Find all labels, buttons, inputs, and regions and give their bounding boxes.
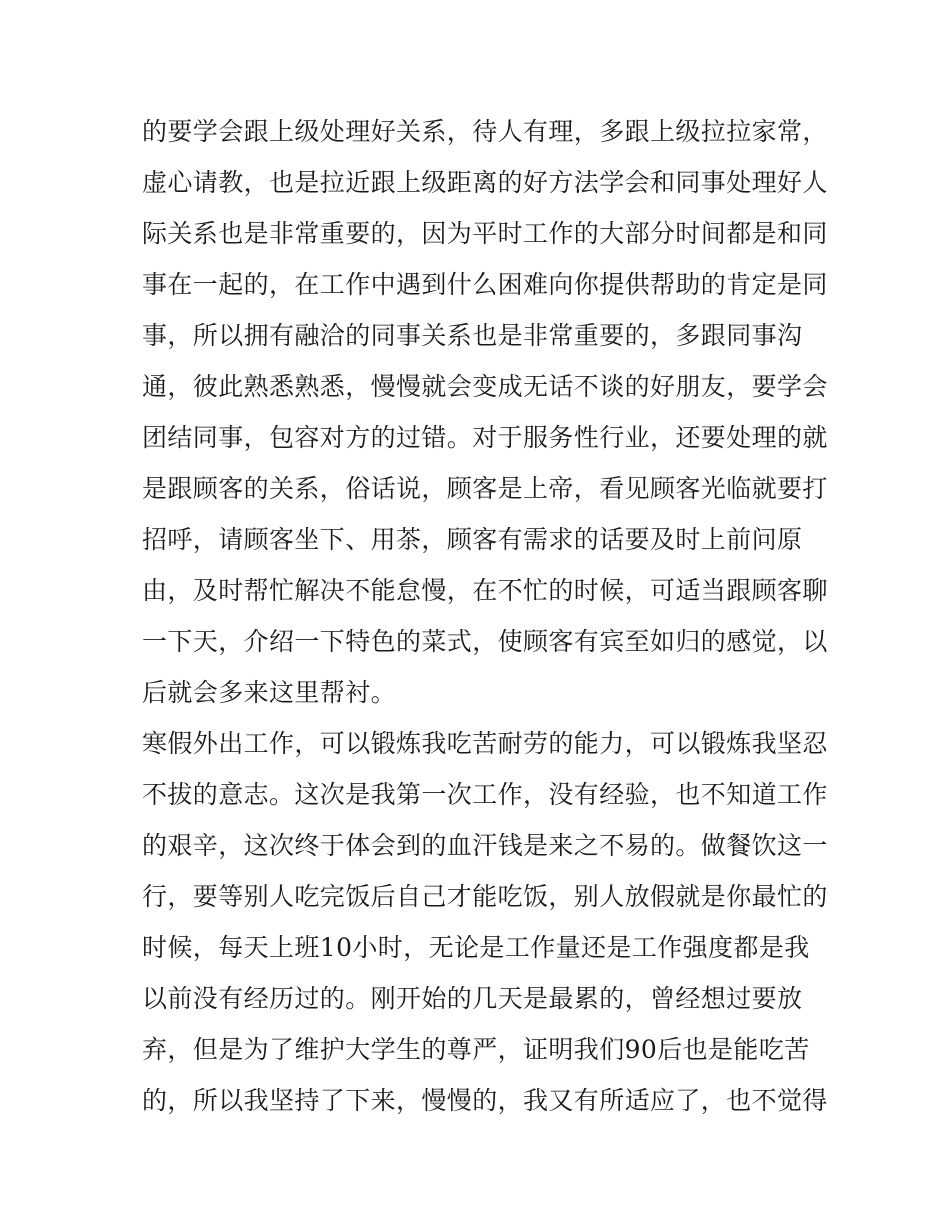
text-line: 的艰辛，这次终于体会到的血汗钱是来之不易的。做餐饮这一 — [142, 831, 828, 860]
text-line: 事在一起的，在工作中遇到什么困难向你提供帮助的肯定是同 — [142, 270, 828, 299]
text-line: 以前没有经历过的。刚开始的几天是最累的，曾经想过要放 — [142, 984, 803, 1013]
text-line: 弃，但是为了维护大学生的尊严，证明我们90后也是能吃苦 — [142, 1035, 810, 1064]
text-line: 事，所以拥有融洽的同事关系也是非常重要的，多跟同事沟 — [142, 321, 803, 350]
text-line: 的，所以我坚持了下来，慢慢的，我又有所适应了，也不觉得 — [142, 1086, 828, 1115]
text-line: 不拔的意志。这次是我第一次工作，没有经验，也不知道工作 — [142, 780, 828, 809]
text-line: 通，彼此熟悉熟悉，慢慢就会变成无话不谈的好朋友，要学会 — [142, 372, 828, 401]
text-line: 团结同事，包容对方的过错。对于服务性行业，还要处理的就 — [142, 423, 828, 452]
body-text — [142, 106, 828, 1126]
text-line: 行，要等别人吃完饭后自己才能吃饭，别人放假就是你最忙的 — [142, 882, 828, 911]
text-line: 际关系也是非常重要的，因为平时工作的大部分时间都是和同 — [142, 219, 828, 248]
text-line: 后就会多来这里帮衬。 — [142, 678, 397, 707]
text-line: 是跟顾客的关系，俗话说，顾客是上帝，看见顾客光临就要打 — [142, 474, 828, 503]
text-line: 的要学会跟上级处理好关系，待人有理，多跟上级拉拉家常， — [142, 117, 828, 146]
text-line: 时候，每天上班10小时，无论是工作量还是工作强度都是我 — [142, 933, 810, 962]
text-line: 由，及时帮忙解决不能怠慢，在不忙的时候，可适当跟顾客聊 — [142, 576, 828, 605]
text-line: 一下天，介绍一下特色的菜式，使顾客有宾至如归的感觉，以 — [142, 627, 828, 656]
text-line: 招呼，请顾客坐下、用茶，顾客有需求的话要及时上前问原 — [142, 525, 803, 554]
text-line: 寒假外出工作，可以锻炼我吃苦耐劳的能力，可以锻炼我坚忍 — [142, 729, 828, 758]
text-line: 虚心请教，也是拉近跟上级距离的好方法学会和同事处理好人 — [142, 168, 828, 197]
